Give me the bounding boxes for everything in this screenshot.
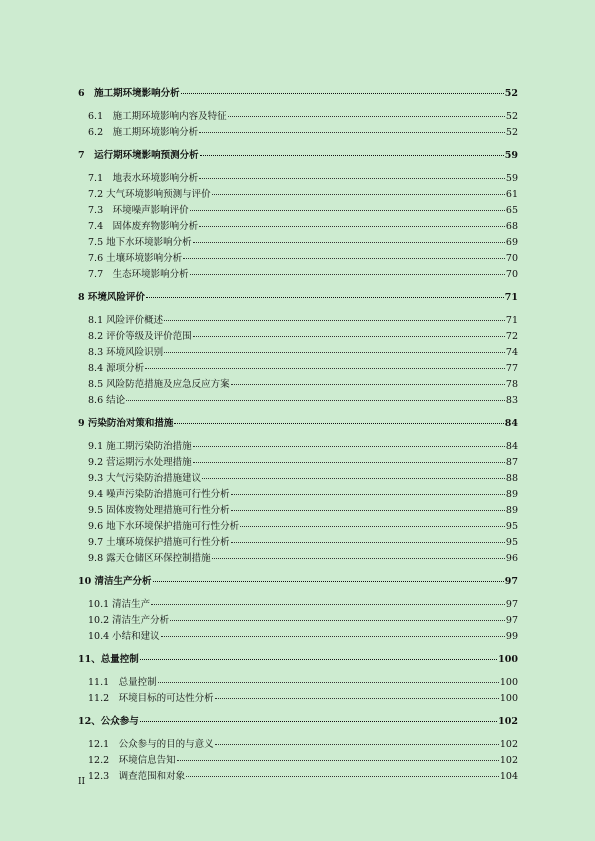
toc-entry-page-number: 97	[505, 599, 518, 610]
toc-section-entry[interactable]	[88, 315, 518, 327]
toc-entry-page-number: 100	[498, 654, 518, 665]
toc-entry-title: 11、总量控制	[78, 654, 139, 665]
toc-section-entry[interactable]	[88, 693, 518, 705]
toc-dot-leader	[215, 698, 499, 699]
toc-dot-leader	[202, 478, 505, 479]
toc-entry-page-number: 61	[505, 189, 518, 200]
toc-entry-title: 8 环境风险评价	[78, 292, 145, 303]
toc-entry-page-number: 96	[505, 553, 518, 564]
toc-section-entry[interactable]	[88, 111, 518, 123]
toc-dot-leader	[177, 760, 499, 761]
toc-dot-leader	[212, 558, 505, 559]
toc-entry-page-number: 95	[505, 537, 518, 548]
toc-entry-title: 7.1 地表水环境影响分析	[88, 173, 199, 184]
toc-dot-leader	[186, 776, 499, 777]
toc-entry-page-number: 72	[505, 331, 518, 342]
toc-entry-title: 8.2 评价等级及评价范围	[88, 331, 192, 342]
toc-entry-title: 12.1 公众参与的目的与意义	[88, 739, 214, 750]
toc-entry-page-number: 99	[505, 631, 518, 642]
toc-dot-leader	[126, 400, 505, 401]
toc-entry-page-number: 102	[499, 755, 518, 766]
toc-dot-leader	[170, 620, 505, 621]
toc-section-entry[interactable]	[88, 127, 518, 139]
toc-dot-leader	[146, 297, 504, 298]
toc-entry-page-number: 78	[505, 379, 518, 390]
toc-entry-page-number: 100	[499, 677, 518, 688]
toc-entry-title: 6.1 施工期环境影响内容及特征	[88, 111, 227, 122]
toc-entry-page-number: 69	[505, 237, 518, 248]
toc-dot-leader	[212, 194, 505, 195]
toc-dot-leader	[231, 384, 505, 385]
toc-section-entry[interactable]	[88, 395, 518, 407]
toc-entry-title: 8.3 环境风险识别	[88, 347, 164, 358]
toc-entry-page-number: 59	[505, 173, 518, 184]
toc-chapter-entry[interactable]	[78, 716, 518, 728]
toc-section-entry[interactable]	[88, 521, 518, 533]
toc-entry-page-number: 68	[505, 221, 518, 232]
toc-entry-page-number: 52	[505, 127, 518, 138]
toc-dot-leader	[193, 462, 505, 463]
toc-entry-title: 8.5 风险防范措施及应急反应方案	[88, 379, 230, 390]
toc-entry-title: 7.3 环境噪声影响评价	[88, 205, 189, 216]
toc-dot-leader	[240, 526, 505, 527]
toc-section-entry[interactable]	[88, 739, 518, 751]
toc-dot-leader	[151, 604, 505, 605]
toc-entry-title: 7 运行期环境影响预测分析	[78, 150, 199, 161]
toc-entry-page-number: 84	[505, 441, 518, 452]
toc-section-entry[interactable]	[88, 489, 518, 501]
toc-entry-page-number: 100	[499, 693, 518, 704]
toc-entry-title: 8.1 风险评价概述	[88, 315, 164, 326]
toc-entry-page-number: 77	[505, 363, 518, 374]
toc-entry-title: 7.5 地下水环境影响分析	[88, 237, 192, 248]
toc-dot-leader	[181, 93, 504, 94]
toc-dot-leader	[231, 510, 505, 511]
toc-entry-page-number: 95	[505, 521, 518, 532]
toc-dot-leader	[140, 721, 497, 722]
toc-entry-page-number: 89	[505, 489, 518, 500]
toc-dot-leader	[231, 542, 505, 543]
toc-chapter-entry[interactable]	[78, 150, 518, 162]
toc-section-entry[interactable]	[88, 771, 518, 783]
toc-section-entry[interactable]	[88, 347, 518, 359]
toc-section-entry[interactable]	[88, 331, 518, 343]
toc-entry-page-number: 97	[504, 576, 518, 587]
toc-dot-leader	[193, 336, 505, 337]
toc-section-entry[interactable]	[88, 457, 518, 469]
toc-entry-title: 7.4 固体废弃物影响分析	[88, 221, 199, 232]
toc-entry-title: 12.3 调查范围和对象	[88, 771, 186, 782]
toc-section-entry[interactable]	[88, 599, 518, 611]
toc-chapter-entry[interactable]	[78, 88, 518, 100]
toc-chapter-entry[interactable]	[78, 576, 518, 588]
toc-entry-page-number: 59	[504, 150, 518, 161]
toc-entry-title: 10.4 小结和建议	[88, 631, 160, 642]
toc-section-entry[interactable]	[88, 505, 518, 517]
toc-section-entry[interactable]	[88, 221, 518, 233]
toc-section-entry[interactable]	[88, 363, 518, 375]
toc-section-entry[interactable]	[88, 441, 518, 453]
toc-entry-title: 11.2 环境目标的可达性分析	[88, 693, 214, 704]
toc-entry-title: 7.6 土壤环境影响分析	[88, 253, 183, 264]
toc-entry-page-number: 70	[505, 269, 518, 280]
toc-entry-title: 9.8 露天仓储区环保控制措施	[88, 553, 211, 564]
toc-section-entry[interactable]	[88, 677, 518, 689]
footer-page-number: II	[78, 777, 86, 787]
toc-section-entry[interactable]	[88, 237, 518, 249]
toc-dot-leader	[215, 744, 499, 745]
toc-section-entry[interactable]	[88, 189, 518, 201]
toc-section-entry[interactable]	[88, 473, 518, 485]
toc-dot-leader	[193, 242, 505, 243]
toc-entry-title: 9.5 固体废物处理措施可行性分析	[88, 505, 230, 516]
toc-entry-title: 10.2 清洁生产分析	[88, 615, 170, 626]
toc-entry-title: 9.4 噪声污染防治措施可行性分析	[88, 489, 230, 500]
toc-chapter-entry[interactable]	[78, 654, 518, 666]
toc-entry-page-number: 102	[499, 739, 518, 750]
toc-entry-page-number: 83	[505, 395, 518, 406]
toc-section-entry[interactable]	[88, 379, 518, 391]
toc-dot-leader	[190, 210, 505, 211]
toc-dot-leader	[190, 274, 505, 275]
toc-dot-leader	[164, 352, 505, 353]
toc-entry-page-number: 52	[505, 111, 518, 122]
toc-entry-page-number: 71	[504, 292, 518, 303]
toc-entry-title: 12、公众参与	[78, 716, 139, 727]
toc-entry-title: 12.2 环境信息告知	[88, 755, 176, 766]
toc-chapter-entry[interactable]	[78, 418, 518, 430]
toc-dot-leader	[174, 423, 503, 424]
toc-entry-title: 11.1 总量控制	[88, 677, 157, 688]
toc-dot-leader	[193, 446, 505, 447]
toc-section-entry[interactable]	[88, 631, 518, 643]
toc-section-entry[interactable]	[88, 205, 518, 217]
toc-entry-title: 6 施工期环境影响分析	[78, 88, 180, 99]
toc-entry-page-number: 74	[505, 347, 518, 358]
toc-entry-page-number: 88	[505, 473, 518, 484]
toc-entry-title: 9.7 土壤环境保护措施可行性分析	[88, 537, 230, 548]
toc-entry-title: 9 污染防治对策和措施	[78, 418, 174, 429]
toc-entry-page-number: 65	[505, 205, 518, 216]
toc-dot-leader	[199, 132, 505, 133]
toc-entry-title: 9.6 地下水环境保护措施可行性分析	[88, 521, 240, 532]
toc-entry-page-number: 87	[505, 457, 518, 468]
toc-entry-page-number: 104	[499, 771, 518, 782]
toc-entry-title: 9.1 施工期污染防治措施	[88, 441, 192, 452]
toc-section-entry[interactable]	[88, 537, 518, 549]
toc-entry-page-number: 52	[504, 88, 518, 99]
toc-entry-title: 9.3 大气污染防治措施建议	[88, 473, 202, 484]
toc-dot-leader	[153, 581, 504, 582]
toc-dot-leader	[161, 636, 505, 637]
toc-entry-page-number: 71	[505, 315, 518, 326]
toc-entry-page-number: 84	[504, 418, 518, 429]
toc-dot-leader	[231, 494, 505, 495]
toc-dot-leader	[183, 258, 505, 259]
toc-entry-title: 10.1 清洁生产	[88, 599, 151, 610]
toc-dot-leader	[228, 116, 505, 117]
toc-dot-leader	[200, 155, 504, 156]
toc-section-entry[interactable]	[88, 553, 518, 565]
toc-entry-title: 9.2 营运期污水处理措施	[88, 457, 192, 468]
toc-entry-page-number: 97	[505, 615, 518, 626]
toc-dot-leader	[164, 320, 505, 321]
toc-dot-leader	[199, 226, 505, 227]
toc-dot-leader	[140, 659, 497, 660]
toc-dot-leader	[199, 178, 505, 179]
toc-entry-page-number: 102	[498, 716, 518, 727]
toc-entry-title: 6.2 施工期环境影响分析	[88, 127, 199, 138]
toc-entry-title: 7.7 生态环境影响分析	[88, 269, 189, 280]
toc-dot-leader	[145, 368, 505, 369]
toc-entry-title: 7.2 大气环境影响预测与评价	[88, 189, 211, 200]
toc-section-entry[interactable]	[88, 253, 518, 265]
toc-dot-leader	[158, 682, 499, 683]
toc-entry-title: 8.4 源项分析	[88, 363, 145, 374]
toc-section-entry[interactable]	[88, 269, 518, 281]
toc-entry-title: 8.6 结论	[88, 395, 126, 406]
toc-entry-title: 10 清洁生产分析	[78, 576, 152, 587]
toc-chapter-entry[interactable]	[78, 292, 518, 304]
toc-section-entry[interactable]	[88, 615, 518, 627]
toc-section-entry[interactable]	[88, 755, 518, 767]
toc-section-entry[interactable]	[88, 173, 518, 185]
toc-entry-page-number: 89	[505, 505, 518, 516]
toc-entry-page-number: 70	[505, 253, 518, 264]
